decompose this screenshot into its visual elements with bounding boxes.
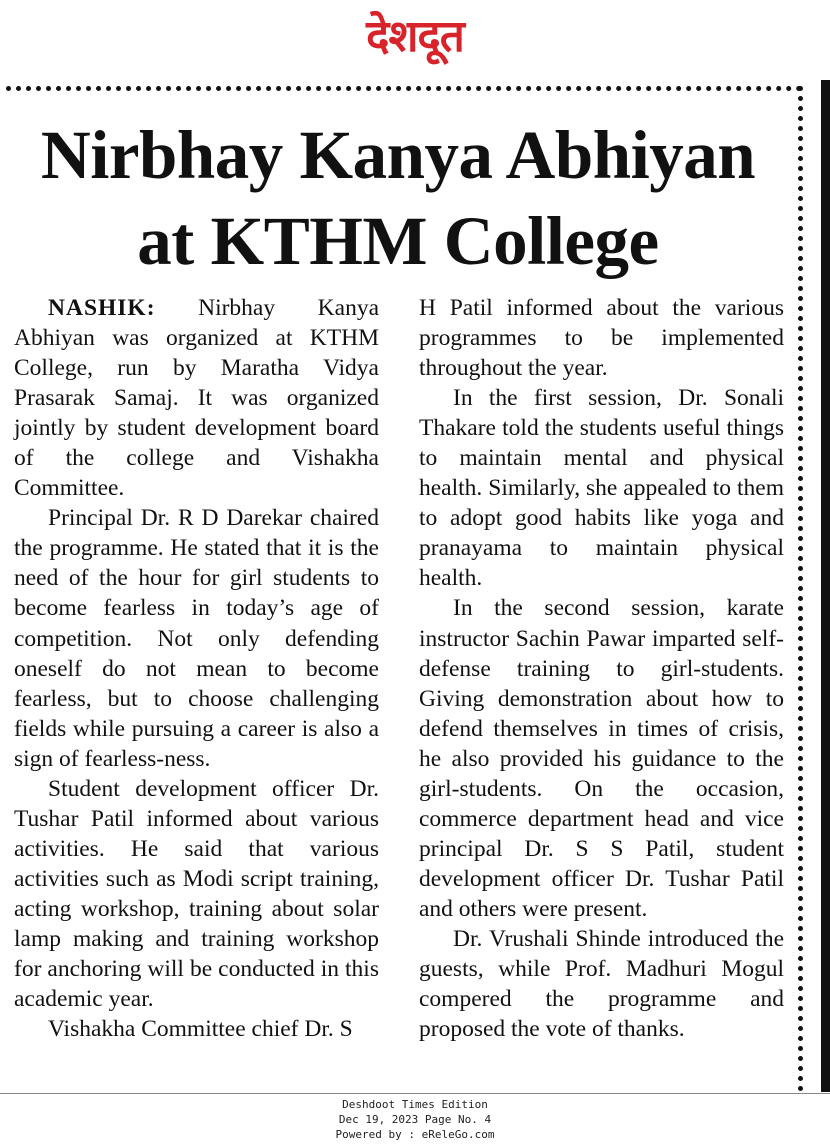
dotted-divider-right — [798, 86, 803, 1092]
dateline: NASHIK: — [48, 295, 156, 321]
footer-date-page: Dec 19, 2023 Page No. 4 — [338, 1113, 492, 1126]
page-footer — [0, 1097, 830, 1142]
article-paragraph: Dr. Vrushali Shinde introduced the guests, while Prof. Madhuri Mogul compered the programme and proposed the vote of thanks. — [419, 925, 784, 1043]
footer-edition: Deshdoot Times Edition — [342, 1098, 488, 1111]
article-paragraph: Student development officer Dr. Tushar Patil informed about various activities. He said that various activities such as Modi script training, acting workshop, training about solar lamp making and training workshop for anchoring will be conducted in this academic year. — [14, 775, 379, 1013]
article-paragraph: Vishakha Committee chief Dr. S — [48, 1016, 353, 1043]
article-paragraph: In the first session, Dr. Sonali Thakare told the students useful things to maintain mental and physical health. Similarly, she appealed to them to adopt good habits like yoga and pranayama to maintain physical health. — [419, 385, 784, 592]
headline-line-1: Nirbhay Kanya Abhiyan — [40, 117, 756, 193]
article-column-left — [14, 293, 379, 1044]
article-paragraph: Principal Dr. R D Darekar chaired the programme. He stated that it is the need of the hour for girl students to become fearless in today’s age of competition. Not only defending oneself do not mean to become fearless, but to choose challenging fields while pursuing a career is also a sign of fearless-ness. — [14, 505, 379, 772]
article-column-right — [419, 293, 784, 1044]
article-paragraph-continued: H Patil informed about the various programmes to be implemented throughout the year. — [419, 295, 784, 382]
headline-line-2: at KTHM College — [137, 203, 659, 279]
masthead — [0, 6, 830, 72]
footer-powered-by: Powered by : eReleGo.com — [335, 1128, 495, 1141]
footer-divider — [0, 1093, 830, 1094]
article-paragraph: In the second session, karate instructor Sachin Pawar imparted self-defense training to girl-students. Giving demonstration about how to defend themselves in times of crisis, he also provided his guidance to the girl-students. On the occasion, commerce department head and vice principal Dr. S S Patil, student development officer Dr. Tushar Patil and others were present. — [419, 595, 784, 922]
dotted-divider-top — [6, 86, 802, 91]
page-edge-bar — [821, 80, 830, 1092]
article-headline — [0, 112, 796, 284]
newspaper-logo: देशदूत — [366, 11, 464, 62]
paragraph-text: Nirbhay Kanya Abhiyan was organized at KTHM College, run by Maratha Vidya Prasarak Samaj. It was organized jointly by student development board of the college and Vishakha Committee. — [14, 295, 380, 502]
article-paragraph — [14, 293, 379, 503]
